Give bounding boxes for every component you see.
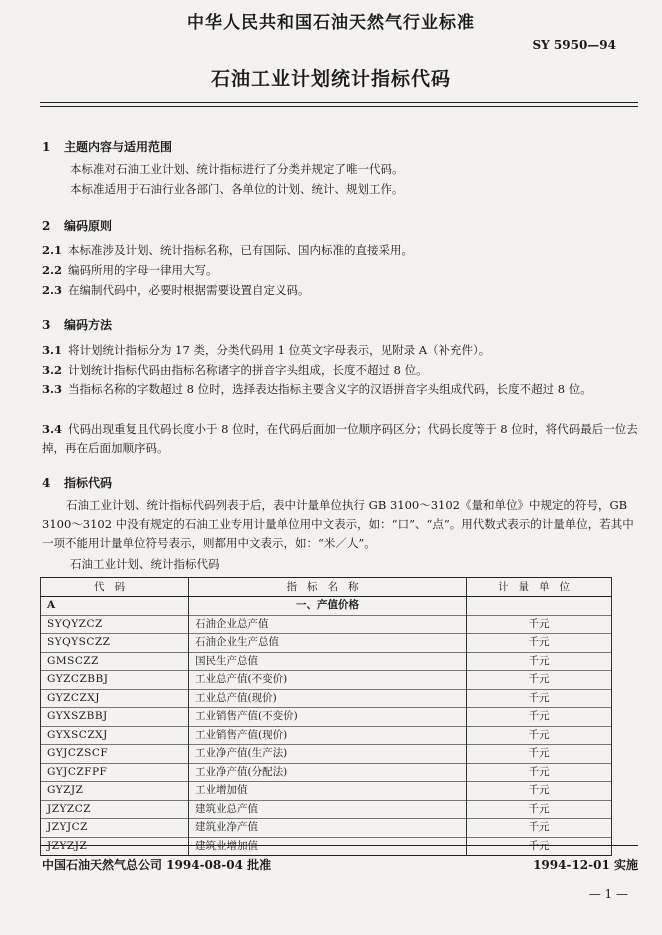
cell-code: SYQYSCZZ — [41, 634, 189, 653]
item-text: 计划统计指标代码由指标名称诸字的拼音字头组成，长度不超过 8 位。 — [68, 363, 428, 377]
table-row — [41, 763, 612, 782]
top-divider-thin — [40, 106, 638, 107]
item-number: 2.3 — [42, 283, 63, 297]
cell-code: GYZCZBBJ — [41, 671, 189, 690]
cell-name: 石油企业总产值 — [189, 615, 467, 634]
table-row — [41, 708, 612, 727]
cell-name: 建筑业净产值 — [189, 819, 467, 838]
item-3-2 — [42, 361, 428, 380]
table-row — [41, 652, 612, 671]
cell-name: 国民生产总值 — [189, 652, 467, 671]
cell-unit: 千元 — [467, 708, 612, 727]
cell-code: GYJCZFPF — [41, 763, 189, 782]
table-row — [41, 615, 612, 634]
table-header-row — [41, 578, 612, 597]
cell-code: GMSCZZ — [41, 652, 189, 671]
table-row — [41, 782, 612, 801]
footer-divider — [40, 845, 638, 846]
cell-name: 工业总产值(不变价) — [189, 671, 467, 690]
table-row — [41, 671, 612, 690]
cell-unit: 千元 — [467, 671, 612, 690]
table-row — [41, 837, 612, 856]
item-text: 将计划统计指标分为 17 类，分类代码用 1 位英文字母表示，见附录 A（补充件）。 — [68, 343, 491, 357]
category-name: 一、产值价格 — [189, 597, 467, 616]
section-2-heading — [42, 217, 112, 234]
item-3-1 — [42, 341, 490, 360]
cell-name: 建筑业总产值 — [189, 800, 467, 819]
header-code: 代码 — [41, 578, 189, 597]
table-row — [41, 689, 612, 708]
section-number: 4 — [42, 476, 51, 490]
section-1-paragraph-1: 本标准对石油工业计划、统计指标进行了分类并规定了唯一代码。 — [70, 162, 404, 176]
section-title: 编码方法 — [64, 318, 113, 332]
item-number: 3.1 — [42, 343, 63, 357]
section-1-heading — [42, 138, 172, 155]
item-2-3 — [42, 281, 310, 300]
header-name: 指标名称 — [189, 578, 467, 597]
table-row — [41, 819, 612, 838]
section-number: 3 — [42, 318, 51, 332]
implementation-date: 1994-12-01 实施 — [533, 858, 638, 872]
cell-code: GYJCZSCF — [41, 745, 189, 764]
section-1-paragraph-2: 本标准适用于石油行业各部门、各单位的计划、统计、规划工作。 — [70, 182, 404, 196]
indicator-code-table — [40, 577, 612, 856]
category-code: A — [41, 597, 189, 616]
section-title: 编码原则 — [64, 219, 113, 233]
cell-unit: 千元 — [467, 800, 612, 819]
table-row — [41, 745, 612, 764]
cell-unit: 千元 — [467, 652, 612, 671]
item-number: 3.3 — [42, 382, 63, 396]
item-3-3 — [42, 380, 638, 399]
top-divider — [40, 102, 638, 103]
cell-unit: 千元 — [467, 726, 612, 745]
item-number: 2.1 — [42, 243, 63, 257]
cell-unit: 千元 — [467, 745, 612, 764]
cell-unit: 千元 — [467, 837, 612, 856]
section-4-paragraph: 石油工业计划、统计指标代码列表于后，表中计量单位执行 GB 3100～3102《量和单位》中规定的符号，GB 3100～3102 中没有规定的石油工业专用计量单位用中文表示，如：“口”、“点”。用代数式表示的计量单位，若其中一项不能用计量单位符号表示，则都用中文表示，如：“米／人”。 — [42, 498, 634, 550]
section-number: 1 — [42, 140, 51, 154]
table-row — [41, 800, 612, 819]
item-3-4 — [42, 420, 638, 458]
item-text: 编码所用的字母一律用大写。 — [68, 263, 218, 277]
item-text: 当指标名称的字数超过 8 位时，选择表达指标主要含义字的汉语拼音字头组成代码，长度不超过 8 位。 — [68, 382, 592, 396]
item-text: 本标准涉及计划、统计指标名称，已有国际、国内标准的直接采用。 — [68, 243, 413, 257]
cell-name: 工业净产值(分配法) — [189, 763, 467, 782]
cell-code: SYQYZCZ — [41, 615, 189, 634]
item-number: 3.2 — [42, 363, 63, 377]
cell-name: 工业净产值(生产法) — [189, 745, 467, 764]
cell-unit: 千元 — [467, 634, 612, 653]
item-text: 在编制代码中，必要时根据需要设置自定义码。 — [68, 283, 310, 297]
cell-name: 建筑业增加值 — [189, 837, 467, 856]
cell-unit: 千元 — [467, 689, 612, 708]
item-text: 代码出现重复且代码长度小于 8 位时，在代码后面加一位顺序码区分；代码长度等于 8 位时，将代码最后一位去掉，再在后面加顺序码。 — [42, 422, 638, 455]
page-number: — 1 — — [588, 887, 628, 901]
table-caption: 石油工业计划、统计指标代码 — [70, 557, 220, 571]
section-3-heading — [42, 316, 112, 333]
cell-name: 工业销售产值(现价) — [189, 726, 467, 745]
standard-number: SY 5950—94 — [532, 38, 616, 52]
cell-unit: 千元 — [467, 763, 612, 782]
cell-code: JZYZJZ — [41, 837, 189, 856]
header-unit: 计量单位 — [467, 578, 612, 597]
cell-unit: 千元 — [467, 782, 612, 801]
section-title: 主题内容与适用范围 — [64, 140, 173, 154]
cell-code: GYZJZ — [41, 782, 189, 801]
table-row — [41, 726, 612, 745]
item-2-1 — [42, 241, 413, 260]
cell-name: 石油企业生产总值 — [189, 634, 467, 653]
item-number: 3.4 — [42, 422, 63, 436]
cell-code: GYXSZBBJ — [41, 708, 189, 727]
cell-code: GYXSCZXJ — [41, 726, 189, 745]
cell-name: 工业销售产值(不变价) — [189, 708, 467, 727]
category-row — [41, 597, 612, 616]
section-number: 2 — [42, 219, 51, 233]
cell-code: GYZCZXJ — [41, 689, 189, 708]
table-row — [41, 634, 612, 653]
section-title: 指标代码 — [64, 476, 113, 490]
cell-name: 工业总产值(现价) — [189, 689, 467, 708]
cell-name: 工业增加值 — [189, 782, 467, 801]
cell-code: JZYJCZ — [41, 819, 189, 838]
category-unit — [467, 597, 612, 616]
section-4-heading — [42, 474, 112, 491]
item-2-2 — [42, 261, 218, 280]
approval-line: 中国石油天然气总公司 1994-08-04 批准 — [42, 858, 272, 872]
standard-category-title: 中华人民共和国石油天然气行业标准 — [187, 13, 475, 33]
cell-unit: 千元 — [467, 819, 612, 838]
item-number: 2.2 — [42, 263, 63, 277]
cell-unit: 千元 — [467, 615, 612, 634]
cell-code: JZYZCZ — [41, 800, 189, 819]
page-title: 石油工业计划统计指标代码 — [210, 68, 451, 90]
